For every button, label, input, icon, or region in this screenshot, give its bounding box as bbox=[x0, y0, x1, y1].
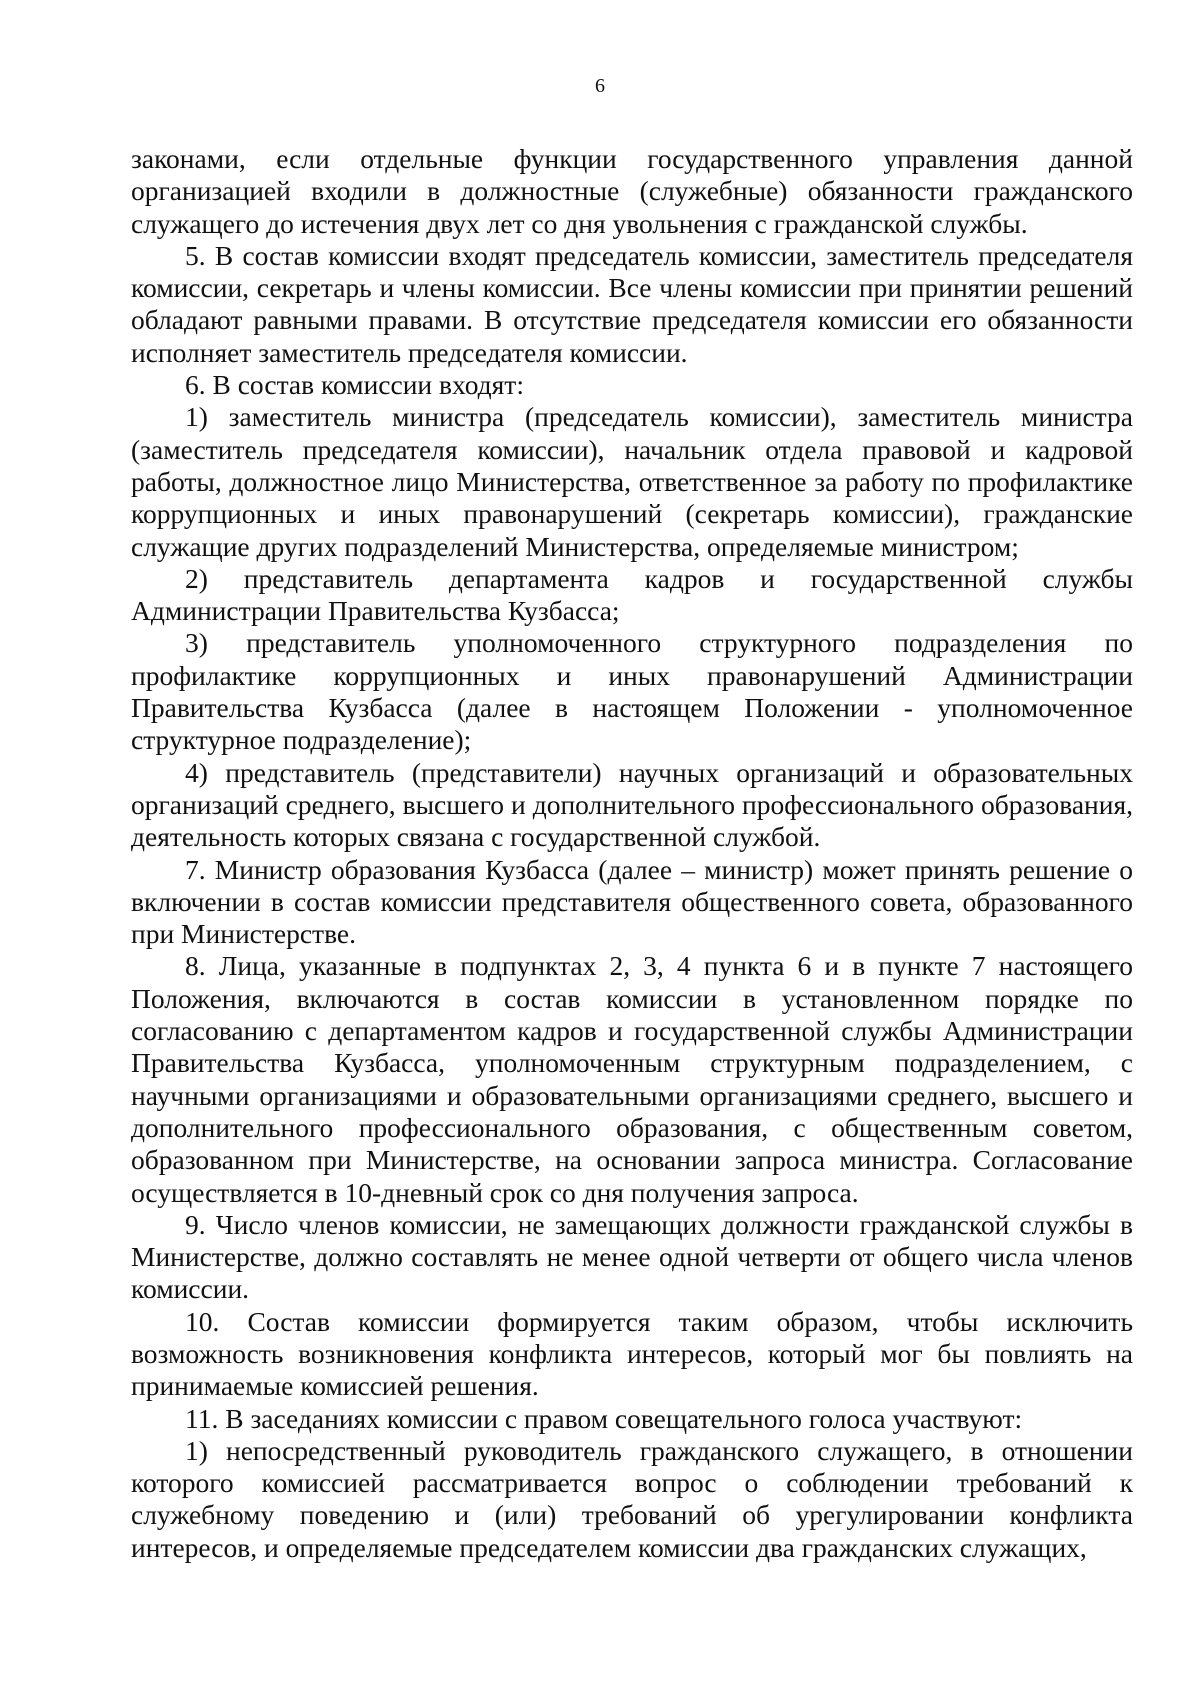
subitem-6-2: 2) представитель департамента кадров и государственной службы Администрации Правительства Кузбасса; bbox=[131, 562, 1133, 627]
paragraph-item-9: 9. Число членов комиссии, не замещающих должности гражданской службы в Министерстве, должно составлять не менее одной четверти от общего числа членов комиссии. bbox=[131, 1208, 1133, 1305]
paragraph-item-7: 7. Министр образования Кузбасса (далее – министр) может принять решение о включении в состав комиссии представителя общественного совета, образованного при Министерстве. bbox=[131, 853, 1133, 950]
paragraph-item-8: 8. Лица, указанные в подпунктах 2, 3, 4 пункта 6 и в пункте 7 настоящего Положения, включаются в состав комиссии в установленном порядке по согласованию с департаментом кадров и государственной службы Администрации Правительства Кузбасса, уполномоченным структурным подразделением, с научными организациями и образовательными организациями среднего, высшего и дополнительного профессионального образования, с общественным советом, образованном при Министерстве, на основании запроса министра. Согласование осуществляется в 10-дневный срок со дня получения запроса. bbox=[131, 950, 1133, 1208]
paragraph-item-5: 5. В состав комиссии входят председатель комиссии, заместитель председателя комиссии, секретарь и члены комиссии. Все члены комиссии при принятии решений обладают равными правами. В отсутствие председателя комиссии его обязанности исполняет заместитель председателя комиссии. bbox=[131, 239, 1133, 368]
subitem-11-1: 1) непосредственный руководитель гражданского служащего, в отношении которого комиссией рассматривается вопрос о соблюдении требований к служебному поведению и (или) требований об урегулировании конфликта интересов, и определяемые председателем комиссии два гражданских служащих, bbox=[131, 1434, 1133, 1563]
paragraph-item-6: 6. В состав комиссии входят: bbox=[185, 369, 524, 401]
paragraph-item-11: 11. В заседаниях комиссии с правом совещательного голоса участвуют: bbox=[185, 1402, 1023, 1434]
subitem-6-3: 3) представитель уполномоченного структурного подразделения по профилактике коррупционных и иных правонарушений Администрации Правительства Кузбасса (далее в настоящем Положении - уполномоченное структурное подразделение); bbox=[131, 627, 1133, 756]
document-body bbox=[131, 143, 1133, 1564]
page-number: 6 bbox=[595, 75, 605, 97]
subitem-6-1: 1) заместитель министра (председатель комиссии), заместитель министра (заместитель председателя комиссии), начальник отдела правовой и кадровой работы, должностное лицо Министерства, ответственное за работу по профилактике коррупционных и иных правонарушений (секретарь комиссии), гражданские служащие других подразделений Министерства, определяемые министром; bbox=[131, 401, 1133, 562]
paragraph-continuation: законами, если отдельные функции государственного управления данной организацией входили в должностные (служебные) обязанности гражданского служащего до истечения двух лет со дня увольнения с гражданской службы. bbox=[131, 143, 1133, 239]
subitem-6-4: 4) представитель (представители) научных организаций и образовательных организаций среднего, высшего и дополнительного профессионального образования, деятельность которых связана с государственной службой. bbox=[131, 756, 1133, 853]
paragraph-item-10: 10. Состав комиссии формируется таким образом, чтобы исключить возможность возникновения конфликта интересов, который мог бы повлиять на принимаемые комиссией решения. bbox=[131, 1305, 1133, 1402]
